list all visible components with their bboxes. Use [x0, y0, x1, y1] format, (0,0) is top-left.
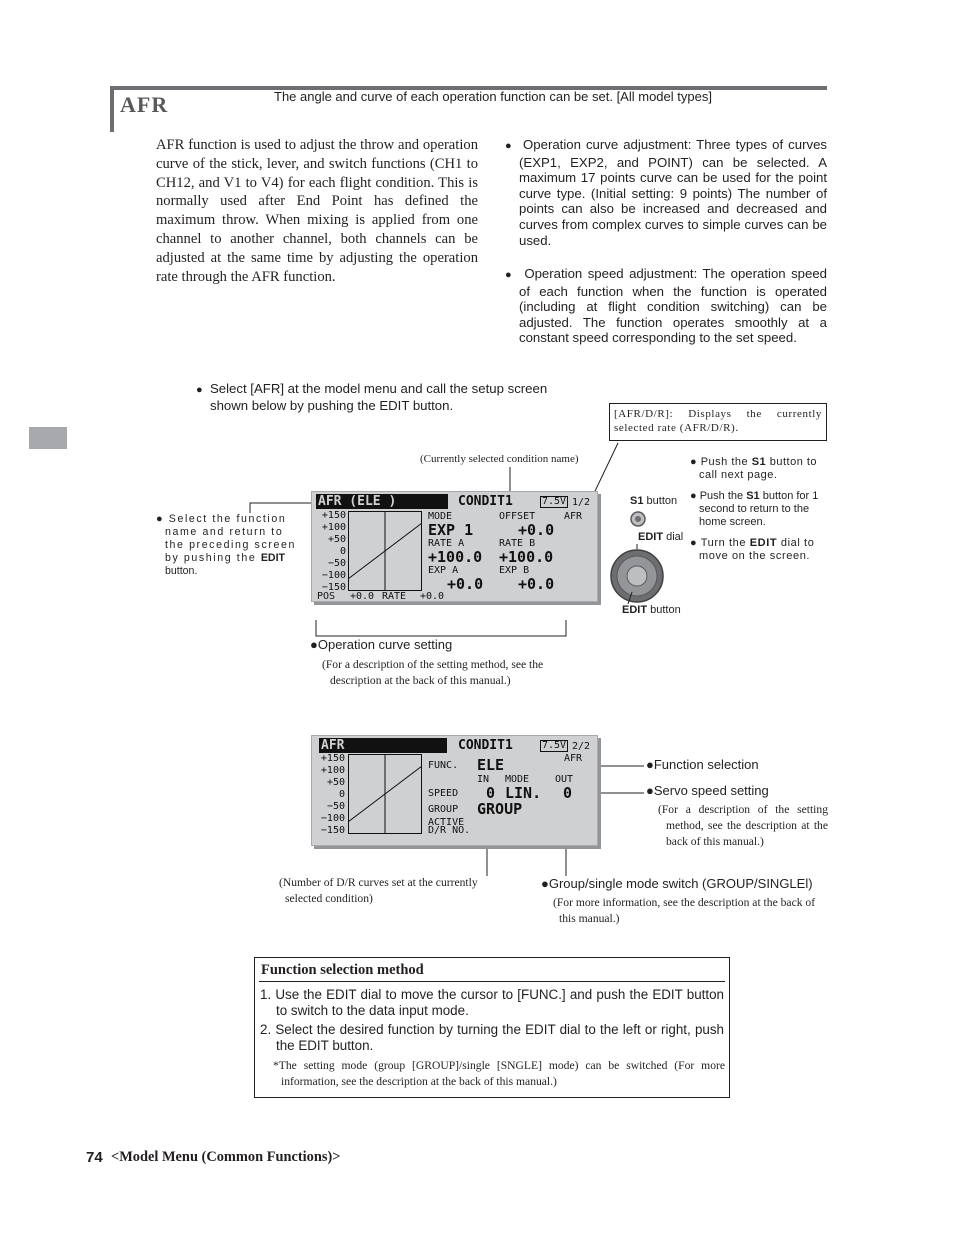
speed-mode-value[interactable]: LIN. [505, 784, 542, 802]
afr-screen-page1 [311, 491, 598, 602]
group-label: GROUP [428, 804, 459, 815]
note-text: button. [165, 565, 198, 577]
function-name-field[interactable]: AFR (ELE ) [316, 494, 448, 509]
y-tick: −100 [321, 570, 346, 581]
function-selection-label: ●Function selection [646, 757, 759, 772]
servo-speed-label: ●Servo speed setting [646, 783, 769, 798]
fsm-title: Function selection method [261, 962, 424, 978]
label-key: EDIT [638, 531, 664, 543]
y-tick: +50 [327, 534, 346, 545]
y-tick: 0 [339, 546, 346, 557]
condition-name: CONDIT1 [458, 738, 513, 753]
select-note-text: Select [AFR] at the model menu and call the setup screen shown below by pushing the EDIT button. [209, 381, 548, 413]
y-tick: +150 [320, 753, 345, 764]
rate-a-label: RATE A [428, 538, 465, 549]
edit-button-icon [627, 566, 647, 586]
note-text: Turn the [700, 537, 750, 549]
fsm-rule [259, 981, 725, 982]
pos-label: POS [317, 591, 336, 602]
group-value[interactable]: GROUP [477, 800, 523, 818]
footer-section: <Model Menu (Common Functions)> [111, 1149, 341, 1165]
curve-y-ticks [315, 753, 345, 837]
operation-curve-desc: (For a description of the setting method, see the description at the back of this manual.) [322, 658, 544, 687]
rate-value: +0.0 [420, 591, 445, 602]
fsm-note: *The setting mode (group [GROUP]/single [SNGLE] mode) can be switched (For more information, see the description at the back of this manual.) [273, 1059, 725, 1088]
note-key: S1 [751, 456, 767, 468]
note-text: dial to move on the screen. [699, 537, 815, 562]
battery-voltage: 7.5V [542, 496, 567, 507]
exp-b-value[interactable]: +0.0 [518, 575, 555, 593]
rate-b-label: RATE B [499, 538, 536, 549]
func-label: FUNC. [428, 760, 459, 771]
active-label: ACTIVE [428, 817, 465, 828]
y-tick: −150 [320, 825, 345, 836]
bullet-dot: ● [196, 384, 203, 396]
dr-curves-desc: (Number of D/R curves set at the currently selected condition) [279, 876, 478, 905]
bullet-dot: ● [505, 269, 514, 281]
group-switch-desc: (For more information, see the description at the back of this manual.) [553, 896, 816, 925]
note-key: S1 [746, 490, 760, 502]
bullet-dot: ● [690, 537, 698, 549]
rate-b-value[interactable]: +100.0 [499, 548, 554, 566]
bullet-dot: ● [505, 140, 513, 152]
y-tick: +100 [321, 522, 346, 533]
group-switch-label: ●Group/single mode switch (GROUP/SINGLEl) [541, 876, 813, 891]
note-text: Push the [699, 490, 747, 502]
page-subtitle: The angle and curve of each operation function can be set. [All model types] [274, 89, 712, 104]
curve-graph [348, 754, 422, 834]
page-indicator[interactable]: 2/2 [572, 741, 591, 752]
bullet-text: Operation speed adjustment: The operation speed of each function when the function is operated (including at flight condition switching) can be adjusted. The function operates smoothly at a constant speed corresponding to the set speed. [519, 266, 828, 346]
current-condition-note: (Currently selected condition name) [420, 453, 579, 465]
out-label: OUT [555, 774, 574, 785]
offset-label: OFFSET [499, 511, 536, 522]
dr-number-label: D/R NO. [428, 825, 471, 836]
rate-a-value[interactable]: +100.0 [428, 548, 483, 566]
bullet-dot: ● [690, 456, 698, 468]
note-key: EDIT [749, 537, 778, 549]
exp-a-label: EXP A [428, 565, 459, 576]
page-indicator[interactable]: 1/2 [572, 497, 591, 508]
note-text: button to call next page. [699, 456, 818, 481]
speed-in-value[interactable]: 0 [486, 784, 496, 802]
in-label: IN [477, 774, 490, 785]
y-tick: −100 [320, 813, 345, 824]
label-text: dial [663, 531, 684, 543]
function-selection-method-box [254, 957, 730, 1098]
operation-curve-label: ●Operation curve setting [310, 637, 453, 652]
rate-type-indicator: AFR [564, 753, 583, 764]
rate-label: RATE [382, 591, 407, 602]
pos-value: +0.0 [350, 591, 375, 602]
speed-out-value[interactable]: 0 [563, 784, 573, 802]
intro-paragraph: AFR function is used to adjust the throw and operation curve of the stick, lever, and switch functions (CH1 to CH12, and V1 to V4) for each flight condition. This is normally used after End Point has defined the maximum throw. When mixing is applied from one channel to another channel, both channels can be adjusted at the same time by adjusting the operation rate through the AFR function. [156, 137, 478, 285]
y-tick: +150 [321, 510, 346, 521]
afr-screen-page2 [311, 735, 598, 846]
speed-label: SPEED [428, 788, 459, 799]
bullet-dot: ● [690, 490, 697, 502]
label-text: button [643, 495, 678, 507]
note-key: EDIT [260, 552, 285, 564]
curve-graph [348, 511, 422, 591]
y-tick: −150 [321, 582, 346, 593]
fsm-step-1: 1. Use the EDIT dial to move the cursor to [FUNC.] and push the EDIT button to switch to the data input mode. [260, 987, 724, 1018]
exp-a-value[interactable]: +0.0 [447, 575, 484, 593]
exp-b-label: EXP B [499, 565, 530, 576]
note-text: Select the function name and return to the preceding screen by pushing the [165, 513, 296, 564]
condition-name: CONDIT1 [458, 494, 513, 509]
y-tick: +50 [326, 777, 345, 788]
fsm-step-2: 2. Select the desired function by turning the EDIT dial to the left or right, push the EDIT button. [260, 1022, 724, 1053]
battery-voltage: 7.5V [542, 740, 567, 751]
y-tick: −50 [326, 801, 345, 812]
curve-setting-bracket [316, 620, 566, 636]
select-callout-line [250, 503, 312, 513]
curve-y-ticks [316, 510, 346, 594]
rate-type-indicator: AFR [564, 511, 583, 522]
mode-value[interactable]: EXP 1 [428, 521, 474, 539]
y-tick: 0 [338, 789, 345, 800]
s1-button-core [635, 516, 641, 522]
note-text: Push the [700, 456, 752, 468]
afr-dr-callout: [AFR/D/R]: Displays the currently selected rate (AFR/D/R). [609, 403, 827, 441]
page-title: AFR [120, 92, 169, 117]
mode-label: MODE [428, 511, 453, 522]
label-key: S1 [630, 495, 644, 507]
bullet-dot: ● [156, 513, 165, 525]
bullet-text: Operation curve adjustment: Three types of curves (EXP1, EXP2, and POINT) can be selected. A maximum 17 points curve can be used for the point curve type. (Initial setting: 9 points) The number of points can also be increased and decreased and curves from complex curves to simple curves can be used. [519, 137, 828, 248]
note-text: button for 1 second to return to the home screen. [699, 490, 819, 528]
y-tick: +100 [320, 765, 345, 776]
func-value[interactable]: ELE [477, 756, 505, 774]
y-tick: −50 [327, 558, 346, 569]
label-key: EDIT [622, 604, 648, 616]
label-text: button [647, 604, 681, 616]
screen-title: AFR [319, 738, 447, 753]
servo-speed-desc: (For a description of the setting method, see the description at the back of this manual.) [658, 803, 828, 848]
page-number: 74 [86, 1149, 103, 1166]
mode-label: MODE [505, 774, 530, 785]
offset-value[interactable]: +0.0 [518, 521, 555, 539]
